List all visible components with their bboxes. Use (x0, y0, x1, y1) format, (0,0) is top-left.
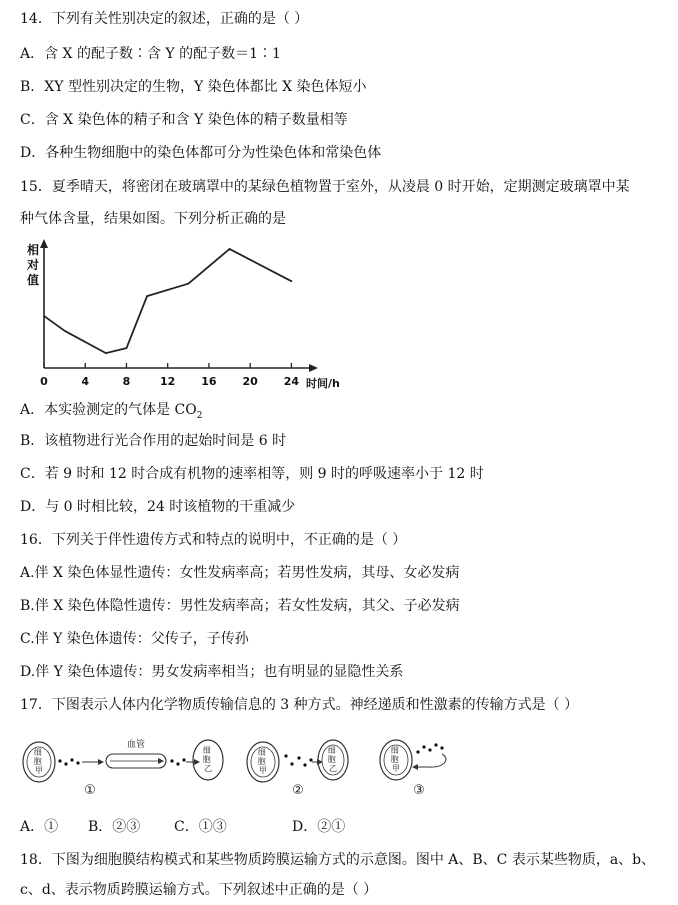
method-3-label: ③ (413, 783, 425, 798)
q17-figure (14, 730, 454, 802)
series-point (126, 347, 128, 349)
method-3 (380, 740, 446, 798)
y-label-char: 对 (27, 258, 40, 272)
chart-x-ticks (40, 363, 299, 388)
q16-stem: 16．下列关于伴性遗传方式和特点的说明中，不正确的是（ ） (20, 532, 407, 548)
method-2 (247, 740, 348, 798)
method-1 (23, 738, 223, 798)
x-tick-label: 16 (201, 375, 217, 388)
method-1-label: ① (84, 783, 96, 798)
q17-option-a: A．① (20, 819, 59, 835)
x-tick-label: 0 (40, 375, 48, 388)
cell-yi-1-label: 细 胞 乙 (202, 746, 212, 773)
series-point (187, 283, 189, 285)
q15-option-c: C．若 9 时和 12 时合成有机物的速率相等，则 9 时的呼吸速率小于 12 时 (20, 466, 484, 482)
cell-jia-3-label: 细 胞 甲 (390, 746, 400, 773)
x-axis-label: 时间/h (306, 377, 340, 390)
q15-stem-line2: 种气体含量，结果如图。下列分析正确的是 (20, 211, 286, 227)
series-point (105, 352, 107, 354)
q17-option-b: B．②③ (88, 819, 141, 835)
series-point (146, 295, 148, 297)
chart-series (43, 248, 292, 354)
x-axis-arrow (309, 364, 318, 372)
series-line (44, 249, 291, 353)
q14-option-b: B．XY 型性别决定的生物，Y 染色体都比 X 染色体短小 (20, 79, 367, 95)
x-tick-label: 24 (283, 375, 300, 388)
method-2-label: ② (292, 783, 304, 798)
q17-option-d: D．②① (292, 819, 346, 835)
x-tick-label: 4 (81, 375, 90, 388)
x-tick-label: 20 (242, 375, 258, 388)
cell-jia-2-label: 细 胞 甲 (257, 748, 267, 775)
q15-option-a-subscript: 2 (196, 410, 203, 421)
q15-option-a-text: A．本实验测定的气体是 CO (20, 402, 197, 418)
q14-option-d: D．各种生物细胞中的染色体都可分为性染色体和常染色体 (20, 145, 382, 161)
q17-stem: 17．下图表示人体内化学物质传输信息的 3 种方式。神经递质和性激素的传输方式是（ ） (20, 697, 579, 713)
q15-chart (14, 236, 354, 396)
series-point (43, 315, 45, 317)
q18-stem-line1: 18．下图为细胞膜结构模式和某些物质跨膜运输方式的示意图。图中 A、B、C 表示某些物质，a、b、 (20, 852, 656, 868)
cell-jia-1-label: 细 胞 甲 (33, 748, 43, 775)
x-tick-label: 12 (160, 375, 176, 388)
q15-stem-line1: 15．夏季晴天，将密闭在玻璃罩中的某绿色植物置于室外，从凌晨 0 时开始，定期测定玻璃罩中某 (20, 179, 630, 195)
q15-option-b: B．该植物进行光合作用的起始时间是 6 时 (20, 433, 287, 449)
q16-option-a: A.伴 X 染色体显性遗传：女性发病率高；若男性发病，其母、女必发病 (20, 565, 460, 581)
series-point (229, 248, 231, 250)
y-axis-arrow (40, 239, 48, 248)
x-tick-label: 8 (122, 375, 131, 388)
q15-option-d: D．与 0 时相比较，24 时该植物的干重减少 (20, 499, 296, 515)
series-point (290, 280, 292, 282)
q16-option-c: C.伴 Y 染色体遗传：父传子，子传孙 (20, 631, 249, 647)
q14-stem: 14．下列有关性别决定的叙述，正确的是（ ） (20, 11, 309, 27)
cell-yi-2-label: 细 胞 乙 (327, 746, 337, 773)
q15-option-a (20, 400, 202, 426)
chart-y-label (26, 242, 39, 287)
q18-stem-line2: c、d、表示物质跨膜运输方式。下列叙述中正确的是（ ） (20, 882, 378, 898)
y-label-char: 值 (27, 273, 40, 287)
q17-option-c: C．①③ (174, 819, 227, 835)
q14-option-c: C．含 X 染色体的精子和含 Y 染色体的精子数量相等 (20, 112, 348, 128)
blood-vessel-label: 血管 (126, 740, 146, 750)
q16-option-d: D.伴 Y 染色体遗传：男女发病率相当；也有明显的显隐性关系 (20, 664, 404, 680)
q14-option-a: A．含 X 的配子数∶含 Y 的配子数＝1∶1 (20, 46, 281, 62)
series-point (64, 330, 66, 332)
y-label-char: 相 (27, 243, 40, 257)
q16-option-b: B.伴 X 染色体隐性遗传：男性发病率高；若女性发病，其父、子必发病 (20, 598, 460, 614)
